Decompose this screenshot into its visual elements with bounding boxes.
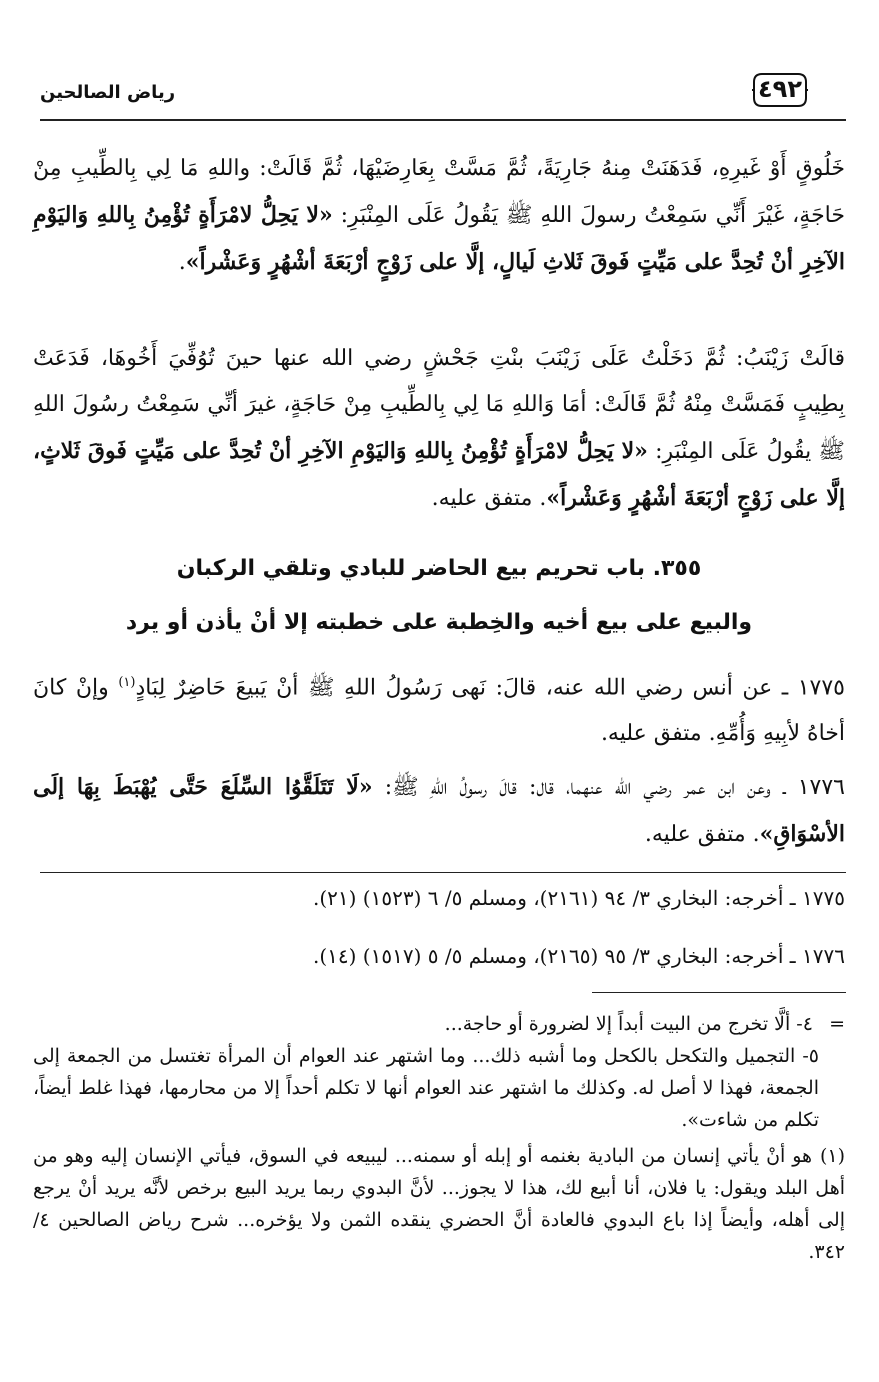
footnote-item-5: ٥- التجميل والتكحل بالكحل وما أشبه ذلك... وما اشتهر عند العوام أن المرأة تغتسل من الجمعة إلى الجمعة، فهذا لا أصل له. وكذلك ما اشتهر عند العوام أنها لا تكلم أحداً إلا من محارمها، فهذا غلط أيضاً، تكلم من شاءت».	[33, 1045, 819, 1131]
paragraph	[33, 336, 845, 522]
hadith-text-continued	[33, 146, 845, 286]
hadith-text-zaynab	[33, 336, 845, 522]
attribution: . متفق عليه.	[431, 486, 547, 511]
running-title: رياض الصالحين	[40, 82, 176, 103]
narration-text: قالَتْ زَيْنَبُ: ثُمَّ دَخَلْتُ عَلَى زَيْنَبَ بنْتِ جَحْشٍ رضي الله عنها حينَ تُوُفِّيَ أَخُوهَا، فَدَعَتْ بِطِيبٍ فَمَسَّتْ مِنْهُ ثُمَّ قَالَتْ: أمَا وَاللهِ مَا لِي بِالطِّيبِ مِنْ حَاجَةٍ، غيرَ أنِّي سَمِعْتُ رسُولَ اللهِ ﷺ يقُولُ عَلَى المِنْبَرِ:	[33, 346, 845, 464]
prophetic-quote: «لا يَحِلُّ لامْرَأَةٍ تُؤْمِنُ بِاللهِ وَاليَوْمِ الآخِرِ أنْ تُحِدَّ على مَيِّتٍ فَوقَ ثَلاثٍ، إلَّا على زَوْجٍ أرْبَعَةَ أشْهُرٍ وَعَشْراً»	[33, 438, 845, 511]
page-number-frame	[752, 72, 808, 108]
attribution: . متفق عليه.	[644, 822, 760, 847]
footnote-marker: (١)	[819, 1145, 845, 1167]
prophetic-quote: «لا يَحِلُّ لامْرَأَةٍ تُؤْمِنُ بِاللهِ وَاليَوْمِ الآخِرِ أنْ تُحِدَّ على مَيِّتٍ فَوقَ ثَلاثِ لَيالٍ، إلَّا على زَوْجٍ أرْبَعَةَ أشْهُرٍ وَعَشْراً»	[33, 202, 845, 275]
footnote-reference[interactable]: (١)	[118, 675, 136, 690]
prophetic-quote: «لَا تَتَلَقَّوُا السِّلَعَ حَتَّى يُهْبَطَ بِهَا إلَى الأسْوَاقِ»	[33, 774, 845, 847]
footnotes	[33, 1008, 845, 1268]
paragraph	[33, 660, 845, 757]
source-1776: ١٧٧٦ ـ أخرجه: البخاري ٣/ ٩٥ (٢١٦٥)، ومسلم ٥/ ٥ (١٥١٧) (١٤).	[312, 944, 845, 968]
footnote-text: ٤- ألَّا تخرج من البيت أبداً إلا لضرورة أو حاجة...	[444, 1013, 813, 1035]
hadith-1776	[33, 764, 845, 858]
punctuation: .	[178, 250, 186, 275]
footnote-text: هو أنْ يأتي إنسان من البادية بغنمه أو إبله أو سمنه... ليبيعه في السوق، فيأتي الإنسان إليه وهو من أهل البلد ويقول: يا فلان، أنا أبيع لك، هذا لا يجوز... لأنَّ البدوي ربما يريد البيع برخص لأنَّه يريد أنْ يرجع إلى أهله، وأيضاً إذا باع البدوي فالعادة أنَّ الحضري ينقده الثمن ولا يؤخره... شرح رياض الصالحين ٤/ ٣٤٢.	[33, 1145, 845, 1263]
sources-rule	[40, 872, 846, 873]
paragraph	[33, 764, 845, 858]
footnote-1	[33, 1140, 845, 1268]
footnote-item-4	[33, 1008, 845, 1040]
footnotes-rule	[592, 992, 846, 993]
narration-text: خَلُوقٍ أَوْ غَيرِهِ، فَدَهَنَتْ مِنهُ جَارِيَةً، ثُمَّ مَسَّتْ بِعَارِضَيْهَا، ثُمَّ قَالَتْ: واللهِ مَا لِي بِالطِّيبِ مِنْ حَاجَةٍ، غَيْرَ أَنِّي سَمِعْتُ رسولَ اللهِ ﷺ يَقُولُ عَلَى المِنْبَرِ:	[33, 156, 845, 228]
chapter-title-line-2: والبيع على بيع أخيه والخِطبة على خطبته إلا أنْ يأذن أو يرد	[125, 610, 753, 635]
hadith-text: وإنْ كانَ أخاهُ لأبِيهِ وَأُمِّهِ. متفق عليه.	[33, 675, 845, 747]
continuation-marker: =	[829, 1013, 845, 1035]
source-1775: ١٧٧٥ ـ أخرجه: البخاري ٣/ ٩٤ (٢١٦١)، ومسلم ٥/ ٦ (١٥٢٣) (٢١).	[312, 886, 845, 910]
header-rule	[40, 119, 846, 121]
hadith-1775	[33, 660, 845, 757]
chapter-title-line-1: ٣٥٥. باب تحريم بيع الحاضر للبادي وتلقي الركبان	[176, 556, 702, 581]
hadith-text: ١٧٧٦ ـ وعن ابن عمر رضي الله عنهما، قال: قالَ رسولُ اللهِ ﷺ:	[372, 775, 845, 800]
hadith-text: ١٧٧٥ ـ عن أنس رضي الله عنه، قالَ: نَهى رَسُولُ اللهِ ﷺ أنْ يَبيعَ حَاضِرٌ لِبَادٍ	[135, 675, 845, 701]
page-number: ٤٩٢	[758, 75, 802, 103]
paragraph	[33, 146, 845, 286]
